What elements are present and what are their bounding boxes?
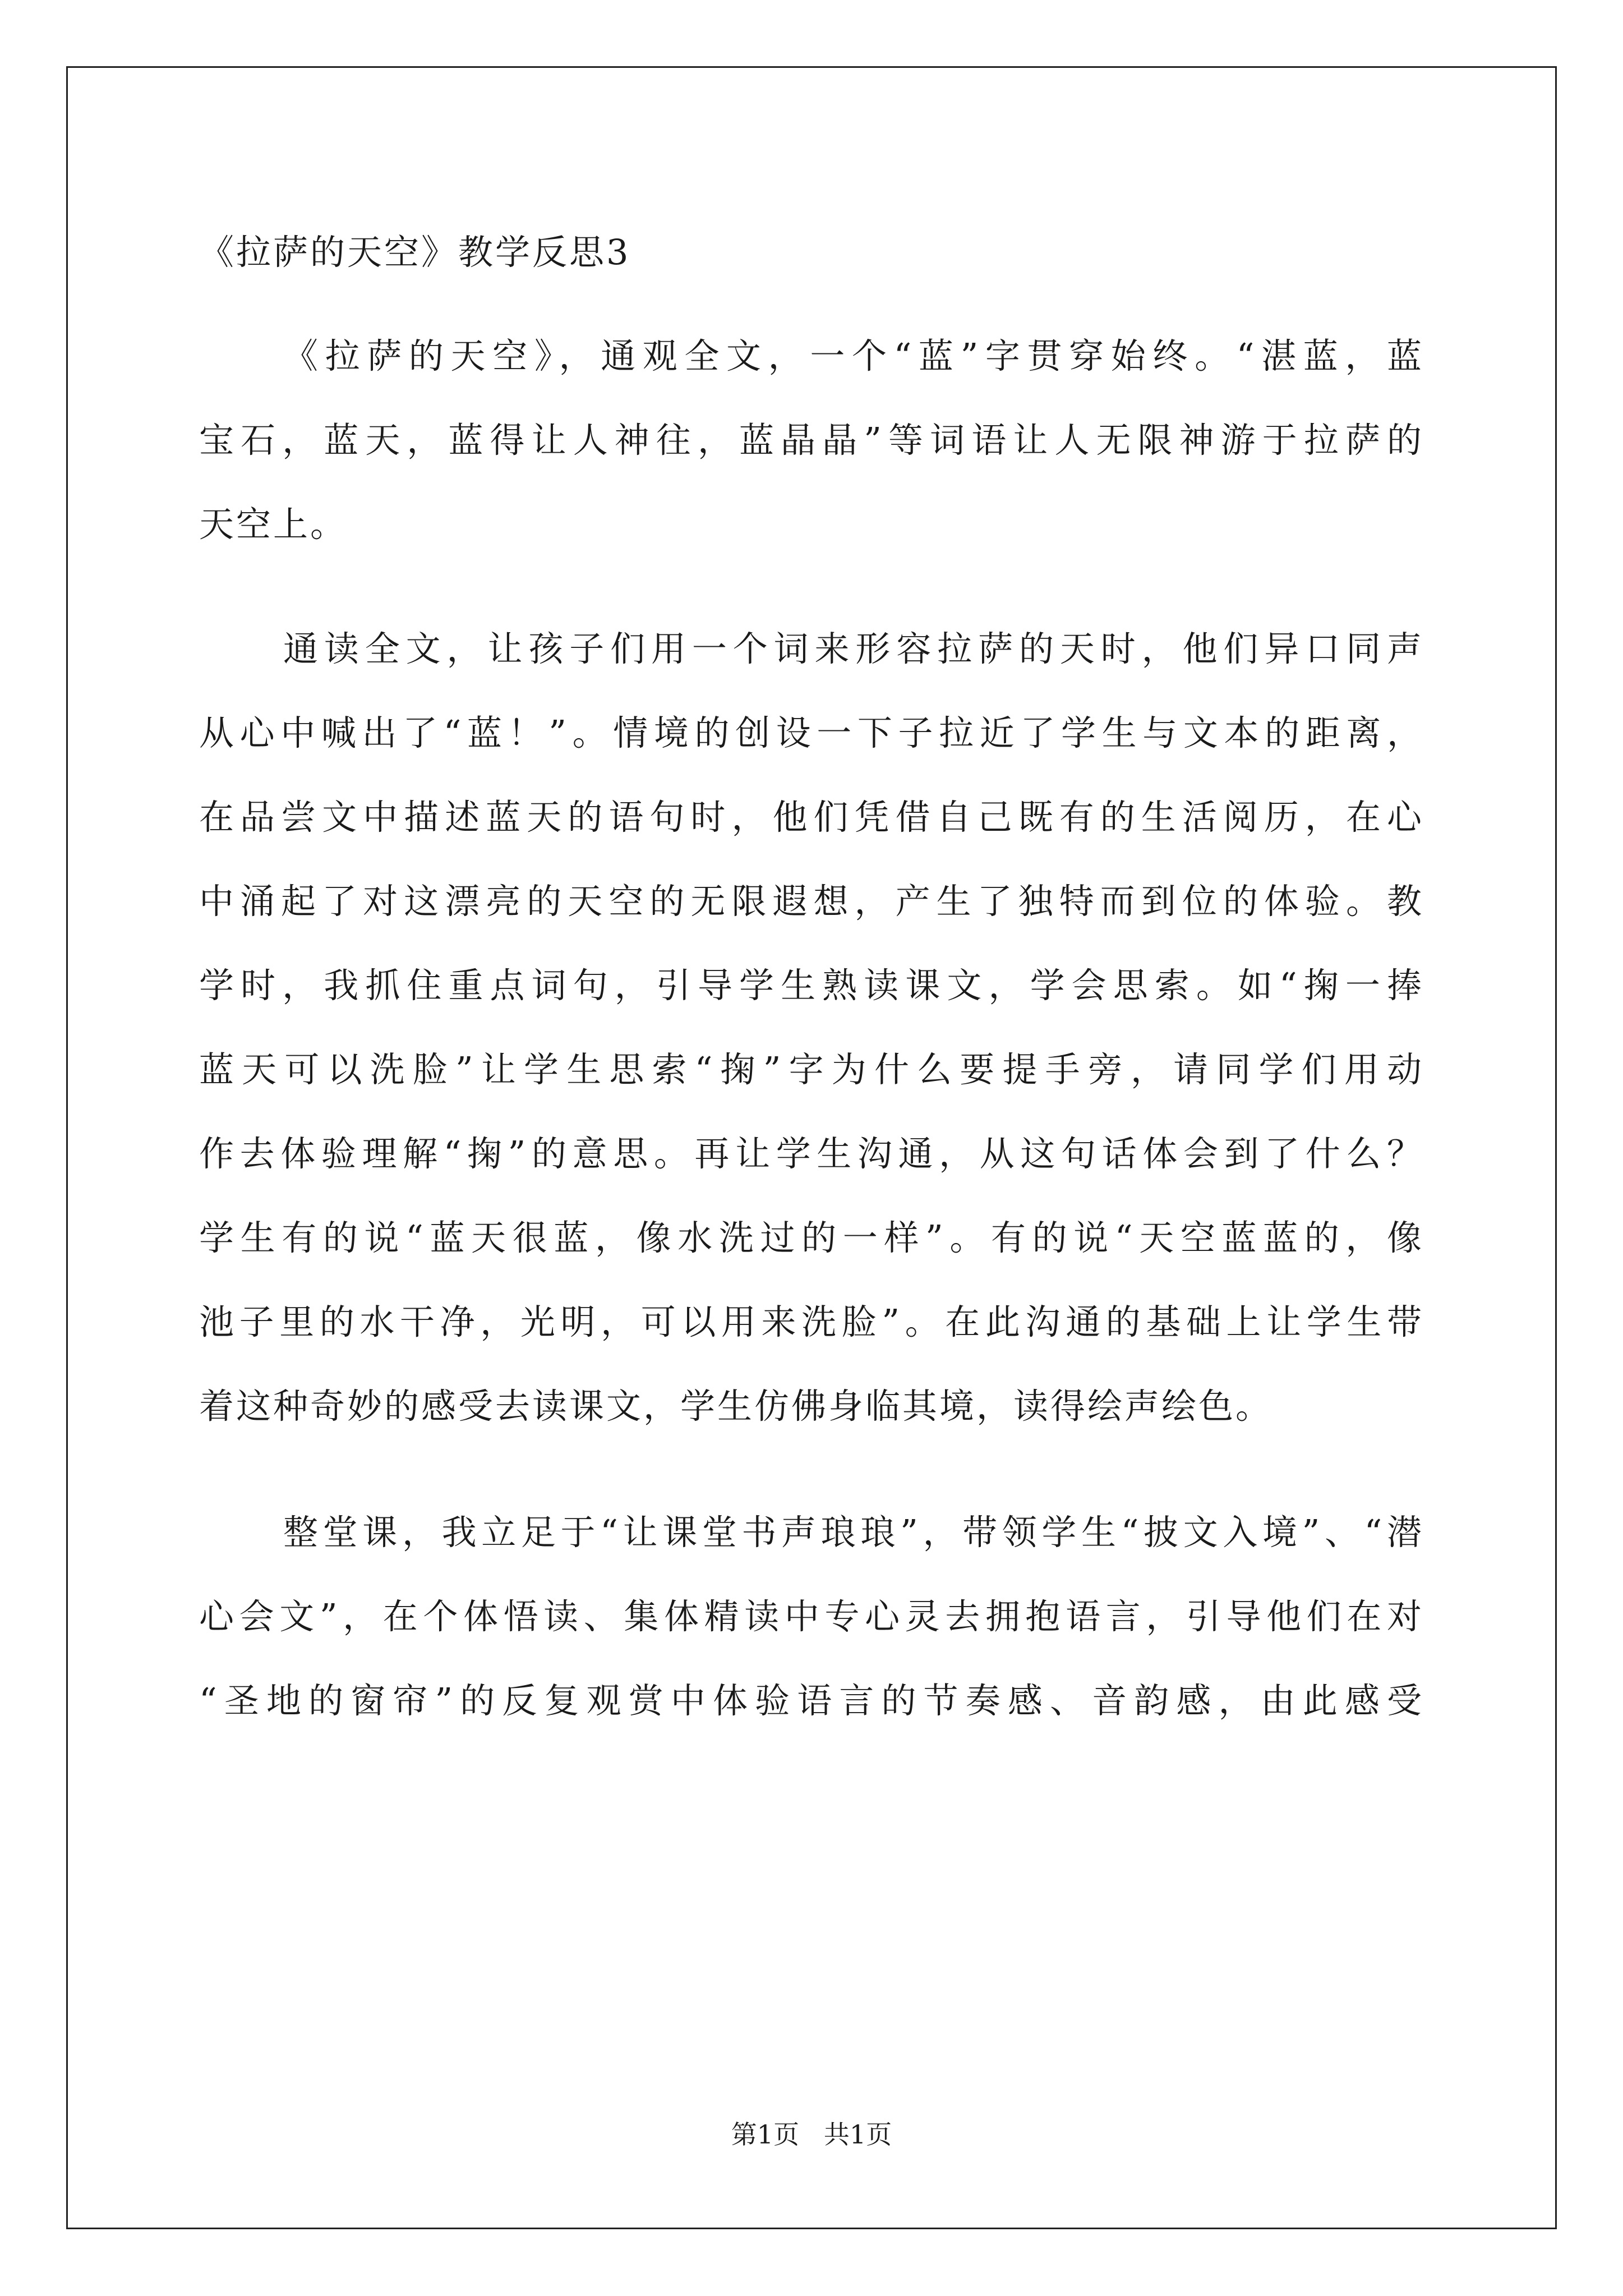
paragraph-2-line-8: 学生有的说“蓝天很蓝，像水洗过的一样”。有的说“天空蓝蓝的，像 xyxy=(199,1217,1422,1258)
paragraph-1-line-3: 天空上。 xyxy=(199,504,348,545)
paragraph-2-line-7: 作去体验理解“掬”的意思。再让学生沟通，从这句话体会到了什么？ xyxy=(199,1133,1422,1174)
paragraph-3-line-2: 心会文”，在个体悟读、集体精读中专心灵去拥抱语言，引导他们在对 xyxy=(199,1596,1422,1637)
document-title: 《拉萨的天空》教学反思3 xyxy=(199,232,631,273)
paragraph-1-line-1: 《拉萨的天空》，通观全文，一个“蓝”字贯穿始终。“湛蓝，蓝 xyxy=(283,335,1422,376)
paragraph-2-line-4: 中涌起了对这漂亮的天空的无限遐想，产生了独特而到位的体验。教 xyxy=(199,881,1422,922)
paragraph-2-line-1: 通读全文，让孩子们用一个词来形容拉萨的天时，他们异口同声 xyxy=(283,628,1422,669)
paragraph-2-line-9: 池子里的水干净，光明，可以用来洗脸”。在此沟通的基础上让学生带 xyxy=(199,1301,1422,1342)
paragraph-3-line-3: “圣地的窗帘”的反复观赏中体验语言的节奏感、音韵感，由此感受 xyxy=(199,1680,1422,1721)
page-number-footer: 第1页 共1页 xyxy=(731,2119,892,2150)
paragraph-2-line-10: 着这种奇妙的感受去读课文，学生仿佛身临其境，读得绘声绘色。 xyxy=(199,1386,1273,1427)
paragraph-1-line-2: 宝石，蓝天，蓝得让人神往，蓝晶晶”等词语让人无限神游于拉萨的 xyxy=(199,420,1422,461)
paragraph-2-line-2: 从心中喊出了“蓝！”。情境的创设一下子拉近了学生与文本的距离， xyxy=(199,712,1422,753)
paragraph-3-line-1: 整堂课，我立足于“让课堂书声琅琅”，带领学生“披文入境”、“潜 xyxy=(283,1512,1422,1553)
paragraph-2-line-6: 蓝天可以洗脸”让学生思索“掬”字为什么要提手旁，请同学们用动 xyxy=(199,1049,1422,1090)
paragraph-2-line-5: 学时，我抓住重点词句，引导学生熟读课文，学会思索。如“掬一捧 xyxy=(199,965,1422,1006)
paragraph-2-line-3: 在品尝文中描述蓝天的语句时，他们凭借自己既有的生活阅历，在心 xyxy=(199,797,1422,838)
